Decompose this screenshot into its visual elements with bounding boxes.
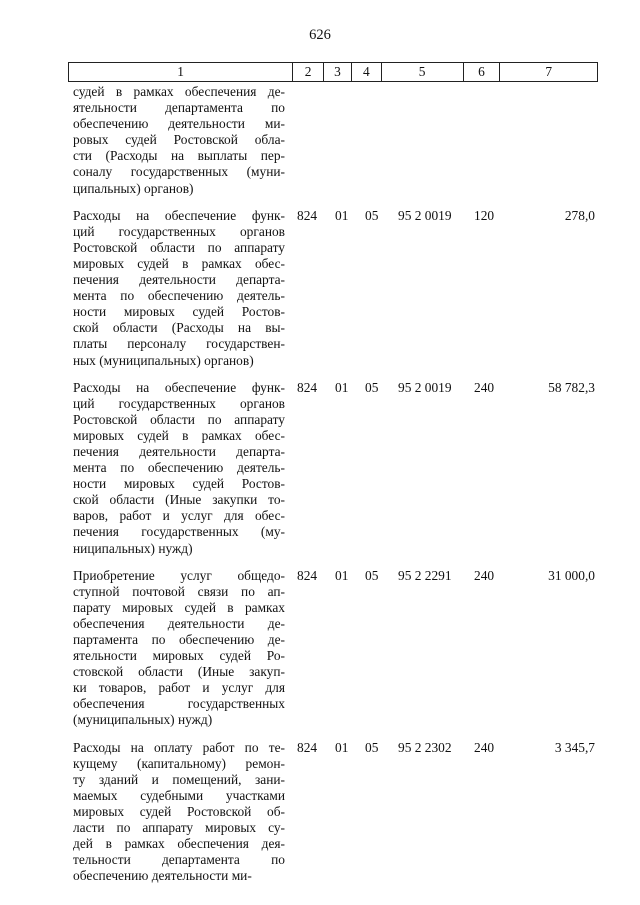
col-3-value: 01 [335, 379, 349, 395]
description-line: Расходы на оплату работ по те- [73, 739, 285, 755]
description-line: парату мировых судей в рамках [73, 599, 285, 615]
table-row [0, 380, 640, 557]
description-line: печения государственных (му- [73, 524, 285, 540]
description-line: Ростовской области по аппарату [73, 239, 285, 255]
description-line: партамента по обеспечению де- [73, 632, 285, 647]
col-5-value: 95 2 0019 [398, 379, 452, 395]
col-6-value: 240 [474, 567, 495, 583]
col-7-value: 31 000,0 [548, 567, 595, 583]
description-line: ниципальных) нужд) [73, 540, 193, 556]
description-line: маемых судебными участками [73, 787, 285, 803]
description-line: судей в рамках обеспечения де- [73, 84, 285, 99]
description-line: обеспечению деятельности ми- [73, 116, 285, 132]
table-row [0, 208, 640, 369]
col-6-value: 240 [474, 379, 495, 395]
description-line: ятельности департамента по [73, 100, 285, 116]
description-line: ласти по аппарату мировых су- [73, 820, 285, 836]
header-col-1: 1 [69, 63, 293, 81]
description-line: ности мировых судей Ростов- [73, 476, 285, 492]
description-line: Расходы на обеспечение функ- [73, 379, 285, 395]
table-row [0, 84, 640, 197]
description-line: ской области (Расходы на вы- [73, 320, 285, 336]
header-col-2: 2 [293, 63, 324, 81]
col-7-value: 58 782,3 [548, 379, 595, 395]
row-description [73, 84, 285, 197]
description-line: варов, работ и услуг для обес- [73, 508, 285, 524]
description-line: стовской области (Иные закуп- [73, 664, 285, 680]
description-line: ской области (Иные закупки то- [73, 492, 285, 508]
description-line: ций государственных органов [73, 223, 285, 239]
description-line: кущему (капитальному) ремон- [73, 755, 285, 771]
col-2-value: 824 [297, 379, 318, 395]
table-row [0, 568, 640, 729]
description-line: соналу государственных (муни- [73, 164, 285, 180]
description-line: мента по обеспечению деятель- [73, 460, 285, 476]
header-col-3: 3 [324, 63, 352, 81]
description-line: тельности департамента по [73, 852, 285, 868]
table-header [68, 62, 598, 82]
description-line: дей в рамках обеспечения дея- [73, 836, 285, 852]
col-6-value: 240 [474, 739, 495, 755]
description-line: обеспечения деятельности де- [73, 615, 285, 631]
description-line: Приобретение услуг общедо- [73, 567, 285, 583]
description-line: ки товаров, работ и услуг для [73, 680, 285, 696]
row-description [73, 208, 285, 369]
row-description [73, 740, 285, 885]
col-2-value: 824 [297, 207, 318, 223]
description-line: печения деятельности департа- [73, 443, 285, 459]
description-line: ступной почтовой связи по ап- [73, 583, 285, 599]
description-line: ровых судей Ростовской обла- [73, 132, 285, 148]
description-line: ций государственных органов [73, 395, 285, 411]
header-col-7: 7 [545, 64, 553, 79]
description-line: Расходы на обеспечение функ- [73, 207, 285, 223]
col-3-value: 01 [335, 567, 349, 583]
col-5-value: 95 2 0019 [398, 207, 452, 223]
col-7-value: 278,0 [564, 207, 595, 223]
col-3-value: 01 [335, 739, 349, 755]
col-2-value: 824 [297, 567, 318, 583]
col-2-value: 824 [297, 739, 318, 755]
row-description [73, 380, 285, 557]
header-col-4: 4 [352, 63, 382, 81]
row-description [73, 568, 285, 729]
description-line: мировых судей в рамках обес- [73, 427, 285, 443]
description-line: ципальных) органов) [73, 180, 194, 196]
col-3-value: 01 [335, 207, 349, 223]
description-line: печения деятельности департа- [73, 272, 285, 288]
description-line: Ростовской области по аппарату [73, 411, 285, 427]
description-line: платы персоналу государствен- [73, 336, 285, 352]
description-line: мировых судей Ростовской об- [73, 803, 285, 819]
table-row [0, 740, 640, 885]
col-7-value: 3 345,7 [554, 739, 595, 755]
col-4-value: 05 [365, 739, 379, 755]
col-4-value: 05 [365, 567, 379, 583]
header-col-6: 6 [464, 63, 501, 81]
col-4-value: 05 [365, 379, 379, 395]
description-line: сти (Расходы на выплаты пер- [73, 148, 285, 164]
description-line: ности мировых судей Ростов- [73, 304, 285, 320]
description-line: (муниципальных) нужд) [73, 712, 213, 728]
col-5-value: 95 2 2291 [398, 567, 452, 583]
description-line: мента по обеспечению деятель- [73, 288, 285, 304]
col-5-value: 95 2 2302 [398, 739, 452, 755]
table-body [0, 84, 640, 895]
description-line: ту зданий и помещений, зани- [73, 771, 285, 787]
page-number: 626 [309, 27, 331, 43]
description-line: обеспечения государственных [73, 696, 285, 712]
description-line: ятельности мировых судей Ро- [73, 648, 285, 664]
col-6-value: 120 [474, 207, 495, 223]
description-line: мировых судей в рамках обес- [73, 255, 285, 271]
header-col-5: 5 [382, 63, 464, 81]
description-line: ных (муниципальных) органов) [73, 352, 254, 368]
col-4-value: 05 [365, 207, 379, 223]
description-line: обеспечению деятельности ми- [73, 868, 252, 884]
